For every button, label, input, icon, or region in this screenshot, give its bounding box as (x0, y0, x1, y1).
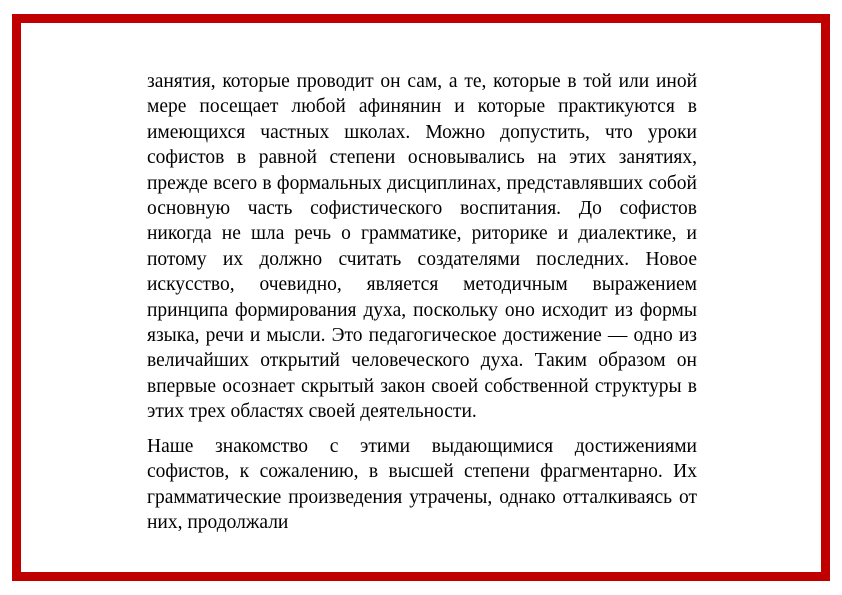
paragraph-2: Наше знакомство с этими выдающимися достижениями софистов, к сожалению, в высшей степени фрагментарно. Их грамматические произведения утрачены, однако отталкиваясь от них, продолжали (147, 435, 697, 533)
paragraph-1: занятия, которые проводит он сам, а те, которые в той или иной мере посещает любой афинянин и которые практикуются в имеющихся частных школах. Можно допустить, что уроки софистов в равной степени основывались на этих занятиях, прежде всего в формальных дисциплинах, представлявших собой основную часть софистического воспитания. До софистов никогда не шла речь о грамматике, риторике и диалектике, и потому их должно считать создателями последних. Новое искусство, очевидно, является методичным выражением принципа формирования духа, поскольку оно исходит из формы языка, речи и мысли. Это педагогическое достижение — одно из величайших открытий человеческого духа. Таким образом он впервые осознает скрытый закон своей собственной структуры в этих трех областях своей деятельности. (147, 71, 697, 423)
body-text (147, 69, 697, 535)
slide-frame (12, 14, 830, 581)
